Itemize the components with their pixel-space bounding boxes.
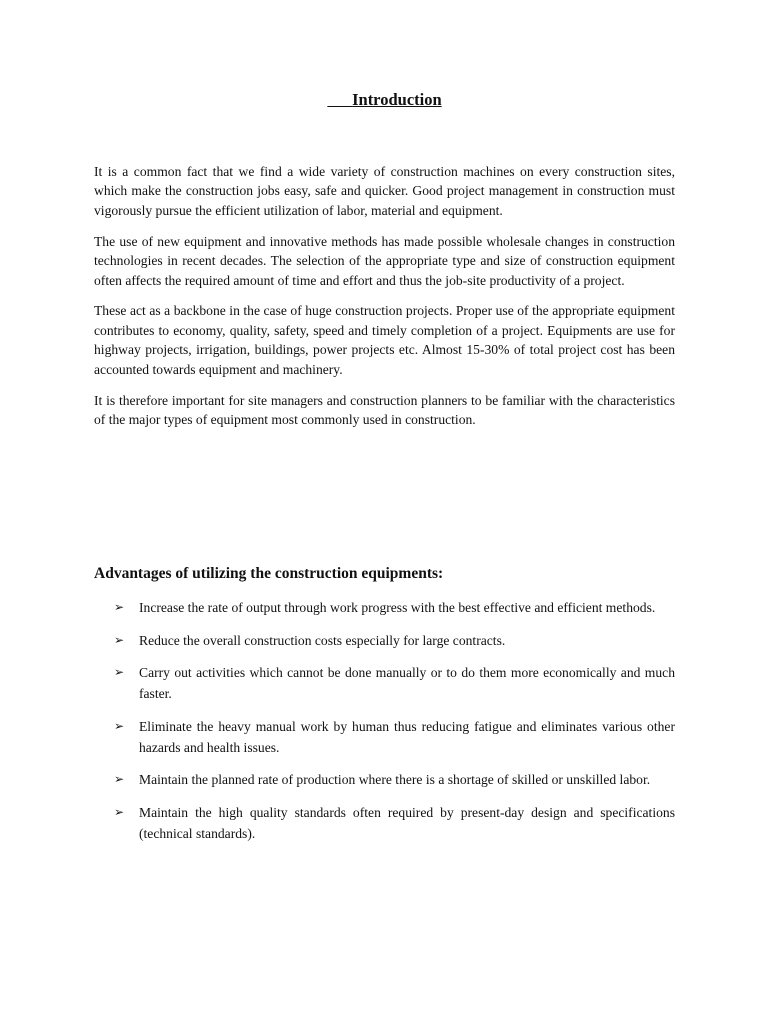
advantages-heading — [94, 563, 675, 585]
arrowhead-bullet-icon: ➢ — [114, 632, 125, 647]
list-item-text: Eliminate the heavy manual work by human thus reducing fatigue and eliminates various other hazards and health issues. — [139, 718, 675, 755]
list-item — [114, 802, 675, 844]
list-item — [114, 662, 675, 704]
arrowhead-bullet-icon: ➢ — [114, 772, 125, 787]
list-item-text: Carry out activities which cannot be done manually or to do them more economically and much faster. — [139, 665, 675, 702]
list-item — [114, 716, 675, 758]
list-item-text: Increase the rate of output through work progress with the best effective and efficient methods. — [139, 600, 656, 615]
intro-paragraph-2: The use of new equipment and innovative methods has made possible wholesale changes in construction technologies in recent decades. The selection of the appropriate type and size of construction equipment often affects the required amount of time and effort and thus the job-site productivity of a project. — [94, 233, 675, 288]
arrowhead-bullet-icon: ➢ — [114, 804, 125, 819]
advantages-list — [114, 597, 675, 856]
list-item-text: Maintain the planned rate of production where there is a shortage of skilled or unskilled labor. — [139, 772, 651, 788]
advantages-heading-text: Advantages of utilizing the construction equipments — [94, 565, 439, 582]
page-title-text: Introduction — [352, 90, 442, 109]
list-item-text: Reduce the overall construction costs especially for large contracts. — [139, 632, 506, 648]
intro-paragraph-4: It is therefore important for site managers and construction planners to be familiar with the characteristics of the major types of equipment most commonly used in construction. — [94, 392, 675, 427]
introduction-section — [94, 162, 675, 441]
arrowhead-bullet-icon: ➢ — [114, 600, 125, 614]
list-item-text: Maintain the high quality standards often required by present-day design and specifications (technical standards). — [139, 804, 675, 841]
arrowhead-bullet-icon: ➢ — [114, 718, 125, 733]
intro-paragraph-3: These act as a backbone in the case of huge construction projects. Proper use of the appropriate equipment contributes to economy, quality, safety, speed and timely completion of a project. Equipments are use for highway projects, irrigation, buildings, power projects etc. Almost 15-30% of total project cost has been accounted towards equipment and machinery. — [94, 303, 675, 377]
page-title — [94, 90, 675, 110]
arrowhead-bullet-icon: ➢ — [114, 665, 125, 680]
intro-paragraph-1: It is a common fact that we find a wide variety of construction machines on every construction sites, which make the construction jobs easy, safe and quicker. Good project management in construction must vigorously pursue the efficient utilization of labor, material and equipment. — [94, 164, 675, 218]
list-item — [114, 630, 675, 651]
list-item — [114, 597, 675, 618]
advantages-heading-colon: : — [438, 565, 444, 582]
list-item — [114, 769, 675, 790]
